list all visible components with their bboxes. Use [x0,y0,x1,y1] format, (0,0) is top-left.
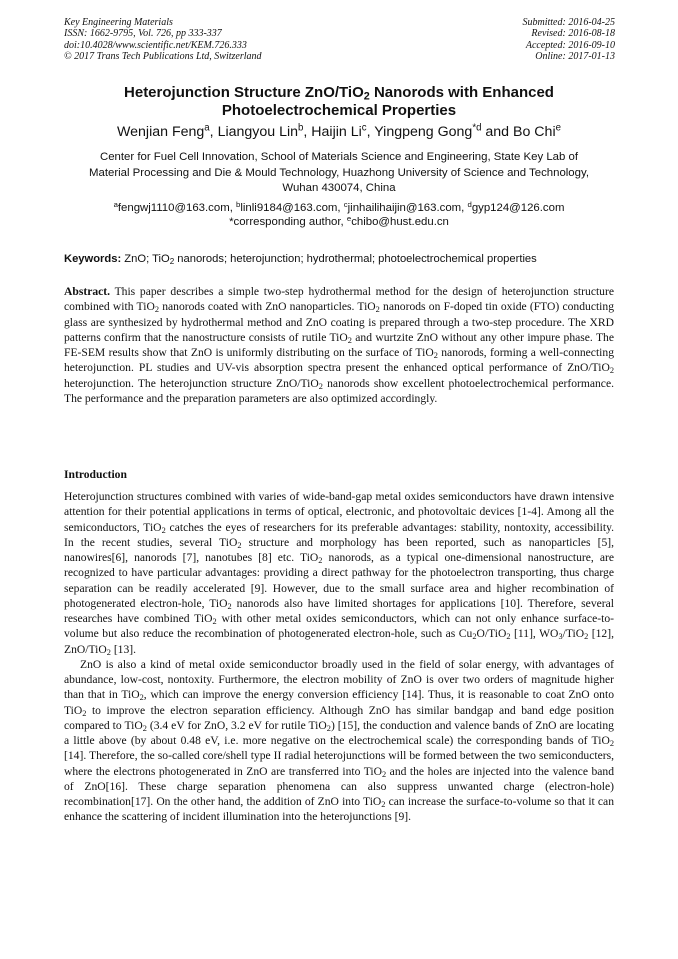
author-name: Bo Chi [513,124,556,140]
author-name: Wenjian Feng [117,124,205,140]
keywords-label: Keywords: [64,253,122,265]
author-name: Haijin Li [311,124,362,140]
author-affil-mark: e [555,122,561,134]
author-name: Liangyou Lin [217,124,299,140]
online-date: Online: 2017-01-13 [535,51,615,63]
corresponding-author-label: *corresponding author, [229,216,347,228]
journal-header-right [523,17,616,63]
author-affil-mark: c [361,122,367,134]
paragraph: ZnO is also a kind of metal oxide semiconductor broadly used in the field of solar energy, with advantages of abundance, low-cost, nontoxity. Furthermore, the electron mobility of ZnO is over two orders of magnitude higher than that in TiO$_2$, which can improve the energy conversion efficiency [14]. Thus, it is reasonable to coat ZnO onto TiO$_2$ to improve the electron separation efficiency. Although ZnO has similar bandgap and band edge position compared to TiO$_2$ (3.4 eV for ZnO, 3.2 eV for rutile TiO$_2$) [15], the conduction and valence bands of ZnO are locating a little above (by about 0.48 eV, i.e. more negative on the electrochemical scale) the corresponding bands of TiO$_2$ [14]. Therefore, the so-called core/shell type II radial heterojunctions will be formed between the two semiconducters, where the electrons photogenerated in ZnO are transferred into TiO$_2$ and the holes are injected into the valence band of ZnO[16]. These charge separation phenomena can also suppress unwanted charge (electron-hole) recombination[17]. On the other hand, the addition of ZnO into TiO$_2$ can increase the surface-to-volume so that it can enhance the scattering of incident illumination into the heterojunctions [9]. [64,657,614,824]
accepted-date: Accepted: 2016-09-10 [525,39,615,51]
author-affil-mark: b [298,122,304,134]
keywords: Keywords: ZnO; TiO$_2$ nanorods; heterojunction; hydrothermal; photoelectrochemical properties [64,253,537,267]
email-link[interactable]: chibo@hust.edu.cn [351,216,449,228]
author-name: Yingpeng Gong [374,124,473,140]
author-list: Wenjian Feng$^a$, Liangyou Lin$^b$, Haijin Li$^c$, Yingpeng Gong$^{*d}$ and Bo Chi$^e$ [117,122,561,140]
email-link[interactable]: linli9184@163.com [240,202,338,214]
author-affil-mark: a [204,122,210,134]
paragraph: Heterojunction structures combined with varies of wide-band-gap metal oxides semiconductors have drawn intensive attention for their potential applications in terms of optical, electronic, and photovoltaic devices [1-4]. Among all the semiconductors, TiO$_2$ catches the eyes of researchers for its preferable advantages: stability, nontoxity, accessibility. In the recent studies, several TiO$_2$ structure and morphology has been reported, such as nanoparticles [5], nanowires[6], nanorods [7], nanotubes [8] etc. TiO$_2$ nanorods, as a typical one-dimensional nanostructure, are recognized to have particular advantages: providing a direct pathway for the photoelectron transporting, thus charge separation can be readily accelerated [9]. However, due to the small surface area and higher recombination of photogenerated electron-hole, TiO$_2$ nanorods also have limited shortages for applications [10]. Therefore, several researches have combined TiO$_2$ with other metal oxides semiconductors, which can not only enhance surface-to-volume but also reduce the recombination of photogenerated electron-hole, such as $Cu_2O/TiO_2$ [11], $WO_3/TiO_2$ [12], ZnO/TiO$_2$ [13]. [64,490,615,657]
abstract: Abstract. This paper describes a simple two-step hydrothermal method for the design of heterojunction structure combined with TiO$_2$ nanorods coated with ZnO nanoparticles. TiO$_2$ nanorods on F-doped tin oxide (FTO) conducting glass are synthesized by hydrothermal method and ZnO coating is prepared through a two-step procedure. The XRD patterns confirm that the nanostructure consists of rutile TiO$_2$ and wurtzite ZnO without any other impure phase. The FE-SEM results show that ZnO is uniformly distributing on the surface of TiO$_2$ nanorods, forming a well-connecting heterojunction. PL studies and UV-vis absorption spectra present the enhanced optical performance of ZnO/TiO$_2$ heterojunction. The heterojunction structure ZnO/TiO$_2$ nanorods show excellent photoelectrochemical performance. The performance and the preparation parameters are also optimized accordingly. [64,285,615,405]
email-link[interactable]: fengwj1110@163.com [117,202,230,214]
submitted-date: Submitted: 2016-04-25 [522,17,615,28]
revised-date: Revised: 2016-08-18 [531,28,615,40]
section-heading-introduction: Introduction [64,468,127,481]
email-link[interactable]: gyp124@126.com [471,202,565,214]
doi-line: doi:10.4028/www.scientific.net/KEM.726.333 [64,39,247,51]
email-link[interactable]: jinhailihaijin@163.com [347,202,462,214]
abstract-label: Abstract. [64,285,111,298]
journal-header-left [64,17,262,63]
copyright-line: © 2017 Trans Tech Publications Ltd, Switzerland [64,51,262,63]
issn-line: ISSN: 1662-9795, Vol. 726, pp 333-337 [64,28,222,40]
author-emails: $^a$fengwj1110@163.com, $^b$linli9184@163.com, $^c$jinhailihaijin@163.com, $^d$gyp124@126.com *corresponding author, $^e$chibo@hust.edu.cn [113,199,565,228]
introduction-body [64,489,614,825]
journal-name: Key Engineering Materials [64,17,173,28]
author-affil-mark: *d [472,122,482,134]
affiliation: Center for Fuel Cell Innovation, School of Materials Science and Engineering, State Key Lab of Material Processing and Die & Mould Technology, Huazhong University of Science and Technology, Wuhan 430074, China [89,151,589,194]
paper-title: Heterojunction Structure ZnO/TiO$_2$ Nanorods with Enhanced Photoelectrochemical Properties [124,84,554,119]
